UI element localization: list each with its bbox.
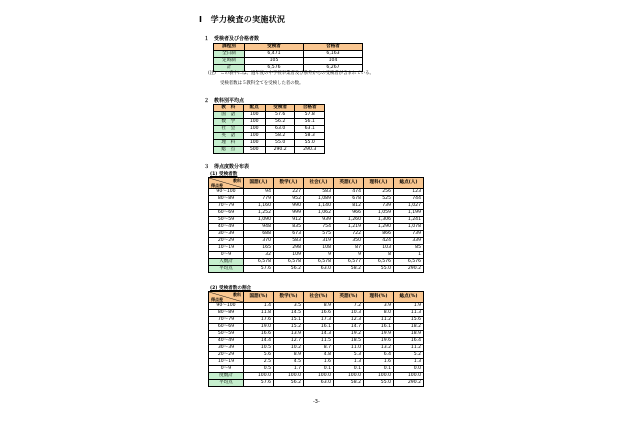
cell: 290.2 xyxy=(394,380,424,387)
cell: 32 xyxy=(244,252,274,259)
col-header: 理科(%) xyxy=(364,292,394,303)
cell: 19.0 xyxy=(244,324,274,331)
cell: 1,089 xyxy=(304,196,334,203)
table-row xyxy=(209,238,424,245)
cell: 8.0 xyxy=(364,310,394,317)
cell: 55.0 xyxy=(364,266,394,273)
col-header: 総点(%) xyxy=(394,292,424,303)
table-row xyxy=(209,338,424,345)
cell: 17.3 xyxy=(304,317,334,324)
cell: 939 xyxy=(304,217,334,224)
row-label: 80～89 xyxy=(209,310,244,317)
table-row xyxy=(214,133,325,140)
cell: 10.5 xyxy=(244,345,274,352)
table-row xyxy=(214,58,363,65)
table-row xyxy=(209,189,424,196)
cell: 0.0 xyxy=(394,366,424,373)
cell: 474 xyxy=(334,189,364,196)
cell: 18.9 xyxy=(394,331,424,338)
cell: 6,577 xyxy=(334,259,364,266)
cell: 1.9 xyxy=(394,303,424,310)
table-row xyxy=(209,331,424,338)
cell: 739 xyxy=(364,203,394,210)
row-label: 0～9 xyxy=(209,252,244,259)
cell: 999 xyxy=(274,210,304,217)
table-row xyxy=(209,210,424,217)
row-label: 度数計 xyxy=(209,373,244,380)
cell: 14.5 xyxy=(274,310,304,317)
cell: 11.3 xyxy=(394,310,424,317)
cell: 56.1 xyxy=(295,119,325,126)
cell: 4.8 xyxy=(304,352,334,359)
cell: 16.4 xyxy=(394,338,424,345)
row-label: 計 xyxy=(214,65,245,72)
cell: 6,578 xyxy=(304,259,334,266)
cell: 948 xyxy=(244,224,274,231)
col-header: 国語(%) xyxy=(244,292,274,303)
cell: 5.3 xyxy=(334,352,364,359)
cell: 85 xyxy=(394,245,424,252)
table-row xyxy=(209,380,424,387)
col-header: 国語(人) xyxy=(244,178,274,189)
cell: 6,576 xyxy=(394,259,424,266)
cell: 744 xyxy=(394,196,424,203)
cell: 0.1 xyxy=(334,366,364,373)
cell: 7.2 xyxy=(334,303,364,310)
cell: 6,471 xyxy=(245,51,304,58)
cell: 5.2 xyxy=(394,352,424,359)
cell: 1,252 xyxy=(244,210,274,217)
cell: 10.2 xyxy=(274,345,304,352)
cell: 1,027 xyxy=(394,203,424,210)
cell: 8.9 xyxy=(274,352,304,359)
section2-heading: ２ 教科別平均点 xyxy=(204,98,245,104)
row-label: 10～19 xyxy=(209,359,244,366)
cell: 11.2 xyxy=(394,345,424,352)
table-row xyxy=(209,345,424,352)
cell: 0.1 xyxy=(304,366,334,373)
row-label: 全日制 xyxy=(214,51,245,58)
cell: 57.6 xyxy=(244,380,274,387)
cell: 290.2 xyxy=(265,147,295,154)
cell: 19.6 xyxy=(364,338,394,345)
cell: 1,219 xyxy=(334,224,364,231)
row-label: 20～29 xyxy=(209,352,244,359)
cell: 100.0 xyxy=(364,373,394,380)
distribution-count-table xyxy=(208,177,424,273)
cell: 9 xyxy=(304,252,334,259)
row-label: 平均点 xyxy=(209,266,244,273)
row-label: 90～100 xyxy=(209,189,244,196)
cell: 1.6 xyxy=(304,359,334,366)
cell: 17.6 xyxy=(244,317,274,324)
cell: 56.2 xyxy=(274,266,304,273)
row-label: 定時制 xyxy=(214,58,245,65)
table-row xyxy=(209,324,424,331)
cell: 525 xyxy=(364,196,394,203)
cell: 103 xyxy=(364,245,394,252)
table-row xyxy=(209,224,424,231)
cell: 1.4 xyxy=(244,303,274,310)
cell: 1,140 xyxy=(304,203,334,210)
cell: 14.3 xyxy=(304,331,334,338)
row-label: 70～79 xyxy=(209,203,244,210)
col-header: 理科(人) xyxy=(364,178,394,189)
cell: 63.0 xyxy=(304,380,334,387)
row-label: 60～69 xyxy=(209,210,244,217)
cell: 500 xyxy=(243,147,265,154)
section1-heading: １ 受検者及び合格者数 xyxy=(204,36,260,42)
cell: 1,260 xyxy=(334,217,364,224)
corner-bottom-label: 得点差 xyxy=(211,183,223,188)
row-label: 50～59 xyxy=(209,331,244,338)
cell: 15.1 xyxy=(274,317,304,324)
cell: 1,090 xyxy=(244,217,274,224)
cell: 0.1 xyxy=(364,366,394,373)
cell: 1.3 xyxy=(394,359,424,366)
cell: 105 xyxy=(245,58,304,65)
distribution-percent-table xyxy=(208,291,424,387)
cell: 15.6 xyxy=(394,317,424,324)
cell: 3.5 xyxy=(274,303,304,310)
cell: 6,163 xyxy=(304,51,363,58)
cell: 1.3 xyxy=(334,359,364,366)
cell: 100 xyxy=(243,140,265,147)
cell: 13.9 xyxy=(274,331,304,338)
cell: 688 xyxy=(244,231,274,238)
row-label: 英 語 xyxy=(214,133,244,140)
row-label: 総 点 xyxy=(214,147,244,154)
cell: 779 xyxy=(244,196,274,203)
cell: 100 xyxy=(243,119,265,126)
row-label: 国 語 xyxy=(214,112,244,119)
cell: 12.7 xyxy=(274,338,304,345)
cell: 1.6 xyxy=(364,359,394,366)
cell: 87 xyxy=(334,245,364,252)
cell: 16.6 xyxy=(244,331,274,338)
table-row xyxy=(214,51,363,58)
cell: 58.2 xyxy=(334,380,364,387)
cell: 100.0 xyxy=(394,373,424,380)
cell: 673 xyxy=(274,231,304,238)
row-label: 80～89 xyxy=(209,196,244,203)
cell: 11.8 xyxy=(244,310,274,317)
cell: 18.5 xyxy=(334,338,364,345)
cell: 4.5 xyxy=(274,359,304,366)
cell: 63.0 xyxy=(265,126,295,133)
row-label: 70～79 xyxy=(209,317,244,324)
cell: 15.2 xyxy=(274,324,304,331)
table1-subheading: (1) 受検者数 xyxy=(210,172,238,177)
cell: 1,062 xyxy=(304,210,334,217)
cell: 8.9 xyxy=(304,303,334,310)
table-row xyxy=(209,352,424,359)
col-header: 課程別 xyxy=(214,44,245,51)
cell: 424 xyxy=(364,238,394,245)
table-row xyxy=(209,366,424,373)
cell: 94 xyxy=(244,189,274,196)
note-line-2: 受検者数は５教科全てを受検した者の数。 xyxy=(220,81,304,86)
cell: 1,290 xyxy=(364,224,394,231)
cell: 6,576 xyxy=(364,259,394,266)
cell: 58.2 xyxy=(334,266,364,273)
cell: 12.3 xyxy=(334,317,364,324)
table-row xyxy=(214,140,325,147)
table-row xyxy=(214,126,325,133)
cell: 256 xyxy=(364,189,394,196)
cell: 56.2 xyxy=(274,380,304,387)
corner-top-label: 教科 xyxy=(233,292,241,297)
corner-header xyxy=(209,292,244,303)
corner-header xyxy=(209,178,244,189)
row-label: 社 会 xyxy=(214,126,244,133)
table-row xyxy=(209,266,424,273)
examinees-table xyxy=(213,43,363,72)
table-row xyxy=(214,147,325,154)
page-title: Ⅰ 学力検査の実施状況 xyxy=(199,15,286,24)
cell: 754 xyxy=(304,224,334,231)
cell: 165 xyxy=(244,245,274,252)
cell: 3.9 xyxy=(364,303,394,310)
cell: 100 xyxy=(243,133,265,140)
cell: 57.6 xyxy=(244,266,274,273)
cell: 2.5 xyxy=(244,359,274,366)
table-row xyxy=(209,259,424,266)
cell: 6,576 xyxy=(245,65,304,72)
cell: 739 xyxy=(394,231,424,238)
col-header: 社会(人) xyxy=(304,178,334,189)
cell: 298 xyxy=(274,245,304,252)
cell: 1,306 xyxy=(364,217,394,224)
cell: 108 xyxy=(304,245,334,252)
cell: 6,578 xyxy=(244,259,274,266)
cell: 5.6 xyxy=(244,352,274,359)
row-label: 60～69 xyxy=(209,324,244,331)
cell: 19.9 xyxy=(364,331,394,338)
cell: 8.7 xyxy=(304,345,334,352)
col-header: 社会(%) xyxy=(304,292,334,303)
cell: 16.1 xyxy=(304,324,334,331)
row-label: 90～100 xyxy=(209,303,244,310)
col-header: 英語(人) xyxy=(334,178,364,189)
cell: 319 xyxy=(304,238,334,245)
row-label: 30～39 xyxy=(209,231,244,238)
cell: 11.5 xyxy=(304,338,334,345)
row-label: 40～49 xyxy=(209,224,244,231)
row-label: 理 科 xyxy=(214,140,244,147)
col-header: 英語(%) xyxy=(334,292,364,303)
cell: 123 xyxy=(394,189,424,196)
cell: 100.0 xyxy=(274,373,304,380)
col-header: 教 科 xyxy=(214,105,244,112)
corner-top-label: 教科 xyxy=(233,178,241,183)
cell: 57.6 xyxy=(265,112,295,119)
cell: 11.0 xyxy=(334,345,364,352)
row-label: 50～59 xyxy=(209,217,244,224)
cell: 812 xyxy=(334,203,364,210)
col-header: 数学(人) xyxy=(274,178,304,189)
cell: 100.0 xyxy=(244,373,274,380)
cell: 55.0 xyxy=(295,140,325,147)
cell: 678 xyxy=(334,196,364,203)
cell: 55.0 xyxy=(265,140,295,147)
cell: 63.0 xyxy=(304,266,334,273)
table-row xyxy=(214,112,325,119)
cell: 109 xyxy=(274,252,304,259)
row-label: 平均点 xyxy=(209,380,244,387)
cell: 16.6 xyxy=(304,310,334,317)
cell: 56.2 xyxy=(265,119,295,126)
cell: 104 xyxy=(304,58,363,65)
row-label: 20～29 xyxy=(209,238,244,245)
cell: 1,241 xyxy=(394,217,424,224)
cell: 290.3 xyxy=(295,147,325,154)
cell: 100 xyxy=(243,126,265,133)
row-label: 数 学 xyxy=(214,119,244,126)
table-row xyxy=(209,359,424,366)
cell: 1,078 xyxy=(394,224,424,231)
table-row xyxy=(209,303,424,310)
cell: 370 xyxy=(244,238,274,245)
col-header: 総点(人) xyxy=(394,178,424,189)
cell: 8 xyxy=(364,252,394,259)
table2-subheading: (2) 受検者数の割合 xyxy=(210,286,252,291)
cell: 583 xyxy=(304,189,334,196)
cell: 13.2 xyxy=(364,345,394,352)
cell: 19.2 xyxy=(334,331,364,338)
cell: 0.5 xyxy=(244,366,274,373)
cell: 722 xyxy=(334,231,364,238)
row-label: 10～19 xyxy=(209,245,244,252)
table-row xyxy=(209,317,424,324)
col-header: 数学(%) xyxy=(274,292,304,303)
cell: 63.1 xyxy=(295,126,325,133)
cell: 100.0 xyxy=(334,373,364,380)
cell: 1,059 xyxy=(364,210,394,217)
col-header: 受検者 xyxy=(265,105,295,112)
table-row xyxy=(209,217,424,224)
table-row xyxy=(209,231,424,238)
cell: 350 xyxy=(334,238,364,245)
cell: 10.3 xyxy=(334,310,364,317)
cell: 966 xyxy=(334,210,364,217)
cell: 6.4 xyxy=(364,352,394,359)
table-row xyxy=(209,196,424,203)
cell: 912 xyxy=(274,217,304,224)
cell: 990 xyxy=(274,203,304,210)
cell: 290.2 xyxy=(394,266,424,273)
cell: 58.3 xyxy=(295,133,325,140)
col-header: 合格者 xyxy=(304,44,363,51)
table-row xyxy=(209,373,424,380)
cell: 14.4 xyxy=(244,338,274,345)
col-header: 受検者 xyxy=(245,44,304,51)
cell: 583 xyxy=(274,238,304,245)
row-label: 人数計 xyxy=(209,259,244,266)
cell: 1.7 xyxy=(274,366,304,373)
cell: 1 xyxy=(394,252,424,259)
note-line-1: (注) この表中には、過年度の中学校卒業者及び県外からの受検者が含まれている。 xyxy=(208,71,374,76)
cell: 1,160 xyxy=(244,203,274,210)
cell: 14.7 xyxy=(334,324,364,331)
cell: 866 xyxy=(364,231,394,238)
corner-bottom-label: 得点差 xyxy=(211,297,223,302)
col-header: 合格者 xyxy=(295,105,325,112)
cell: 57.8 xyxy=(295,112,325,119)
cell: 835 xyxy=(274,224,304,231)
section3-heading: ３ 得点度数分布表 xyxy=(204,164,250,170)
cell: 1,199 xyxy=(394,210,424,217)
col-header: 配点 xyxy=(243,105,265,112)
cell: 58.2 xyxy=(265,133,295,140)
cell: 6,578 xyxy=(274,259,304,266)
cell: 100 xyxy=(243,112,265,119)
row-label: 30～39 xyxy=(209,345,244,352)
cell: 575 xyxy=(304,231,334,238)
cell: 18.2 xyxy=(394,324,424,331)
cell: 339 xyxy=(394,238,424,245)
cell: 16.1 xyxy=(364,324,394,331)
average-score-table xyxy=(213,104,325,154)
row-label: 40～49 xyxy=(209,338,244,345)
cell: 6,267 xyxy=(304,65,363,72)
cell: 227 xyxy=(274,189,304,196)
table-row xyxy=(209,252,424,259)
table-row xyxy=(209,310,424,317)
row-label: 0～9 xyxy=(209,366,244,373)
table-row xyxy=(209,203,424,210)
cell: 9 xyxy=(334,252,364,259)
cell: 55.0 xyxy=(364,380,394,387)
cell: 100.0 xyxy=(304,373,334,380)
cell: 11.2 xyxy=(364,317,394,324)
table-row xyxy=(214,119,325,126)
page-number: -3- xyxy=(313,399,320,405)
cell: 952 xyxy=(274,196,304,203)
table-row xyxy=(209,245,424,252)
